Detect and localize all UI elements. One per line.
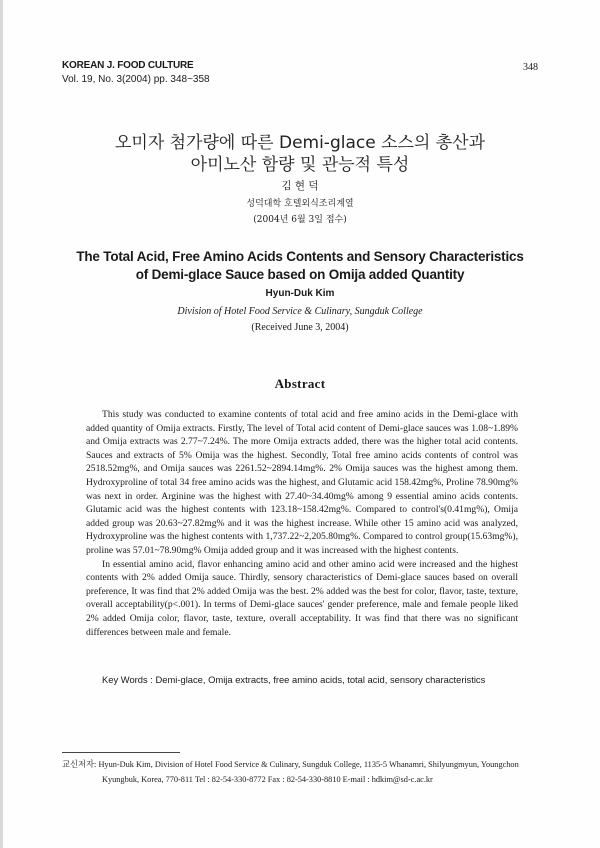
scan-edge xyxy=(0,0,3,848)
keywords: Key Words : Demi-glace, Omija extracts, free amino acids, total acid, sensory characteristics xyxy=(102,674,486,685)
journal-header xyxy=(62,60,210,85)
korean-affiliation: 성덕대학 호텔외식조리계열 xyxy=(246,199,354,209)
abstract-paragraph-2: In essential amino acid, flavor enhancing amino acid and other amino acid were increased and the highest contents with 2% added Omija sauce. Thirdly, sensory characteristics of Demi-glace sauces based on overall preference, It was find that 2% added Omija was the best. 2% added was the best for color, flavor, taste, texture, overall acceptability(p<.001). In terms of Demi-glace sauces' gender preference, male and female people liked 2% added Omija color, flavor, taste, texture, overall acceptability. It was find that there was no significant differences between male and female. xyxy=(86,558,518,638)
correspondence-line1: 교신저자: Hyun-Duk Kim, Division of Hotel Food Service & Culinary, Sungduk College, 1135-5 Whanamri, Shilyungmyun, Youngchon xyxy=(62,760,519,769)
korean-title xyxy=(0,132,600,176)
abstract-heading: Abstract xyxy=(274,376,326,391)
english-title-line1: The Total Acid, Free Amino Acids Contents and Sensory Characteristics xyxy=(76,249,524,264)
abstract-paragraph-1: This study was conducted to examine contents of total acid and free amino acids in the Demi-glace with added quantity of Omija extracts. Firstly, The level of Total acid content of Demi-glace sauces was 1.08~1.89% and Omija extracts was 2.77~7.24%. The more Omija extracts added, there was the higher total acid contents. Sauces and extracts of 5% Omija was the highest. Secondly, Total free amino acids contents of control was 2518.52mg%, and Omija sauces was 2261.52~2894.14mg%. 2% Omija sauces was the highest among them. Hydroxyproline of total 34 free amino acids was the highest, and Glutamic acid 158.42mg%, Proline 78.90mg% was next in order. Arginine was the highest with 27.40~34.40mg% among 9 essential amino acids contents. Glutamic acid was the highest contents with 123.18~158.42mg%. Compared to control's(0.41mg%), Omija added group was 20.63~27.82mg% and it was the highest increase. While other 15 amino acid was analyzed, Hydroxyproline was the highest contents with 1,737.22~2,205.80mg%. Compared to control group(15.63mg%), proline was 57.01~78.90mg% Omija added group and it was increased with the highest contents. xyxy=(86,409,518,556)
journal-name: KOREAN J. FOOD CULTURE xyxy=(62,60,194,71)
korean-received-date: (2004년 6월 3일 접수) xyxy=(253,215,347,225)
page-number: 348 xyxy=(523,62,538,73)
correspondence-footnote xyxy=(62,757,532,787)
korean-title-line2: 아미노산 함량 및 관능적 특성 xyxy=(190,155,410,175)
english-affiliation: Division of Hotel Food Service & Culinary, Sungduk College xyxy=(177,306,423,317)
correspondence-line2: Kyungbuk, Korea, 770-811 Tel : 82-54-330-8772 Fax : 82-54-330-8810 E-mail : hdkim@sd-c.ac.kr xyxy=(102,775,433,784)
english-title xyxy=(0,248,600,284)
english-received-date: (Received June 3, 2004) xyxy=(251,322,349,333)
english-title-line2: of Demi-glace Sauce based on Omija added Quantity xyxy=(135,267,465,282)
english-author: Hyun-Duk Kim xyxy=(265,288,335,299)
footnote-divider xyxy=(62,752,180,753)
korean-title-line1: 오미자 첨가량에 따른 Demi-glace 소스의 총산과 xyxy=(114,133,486,153)
abstract-body xyxy=(86,408,518,639)
journal-volume: Vol. 19, No. 3(2004) pp. 348~358 xyxy=(62,74,210,85)
korean-author: 김 현 덕 xyxy=(281,180,319,192)
